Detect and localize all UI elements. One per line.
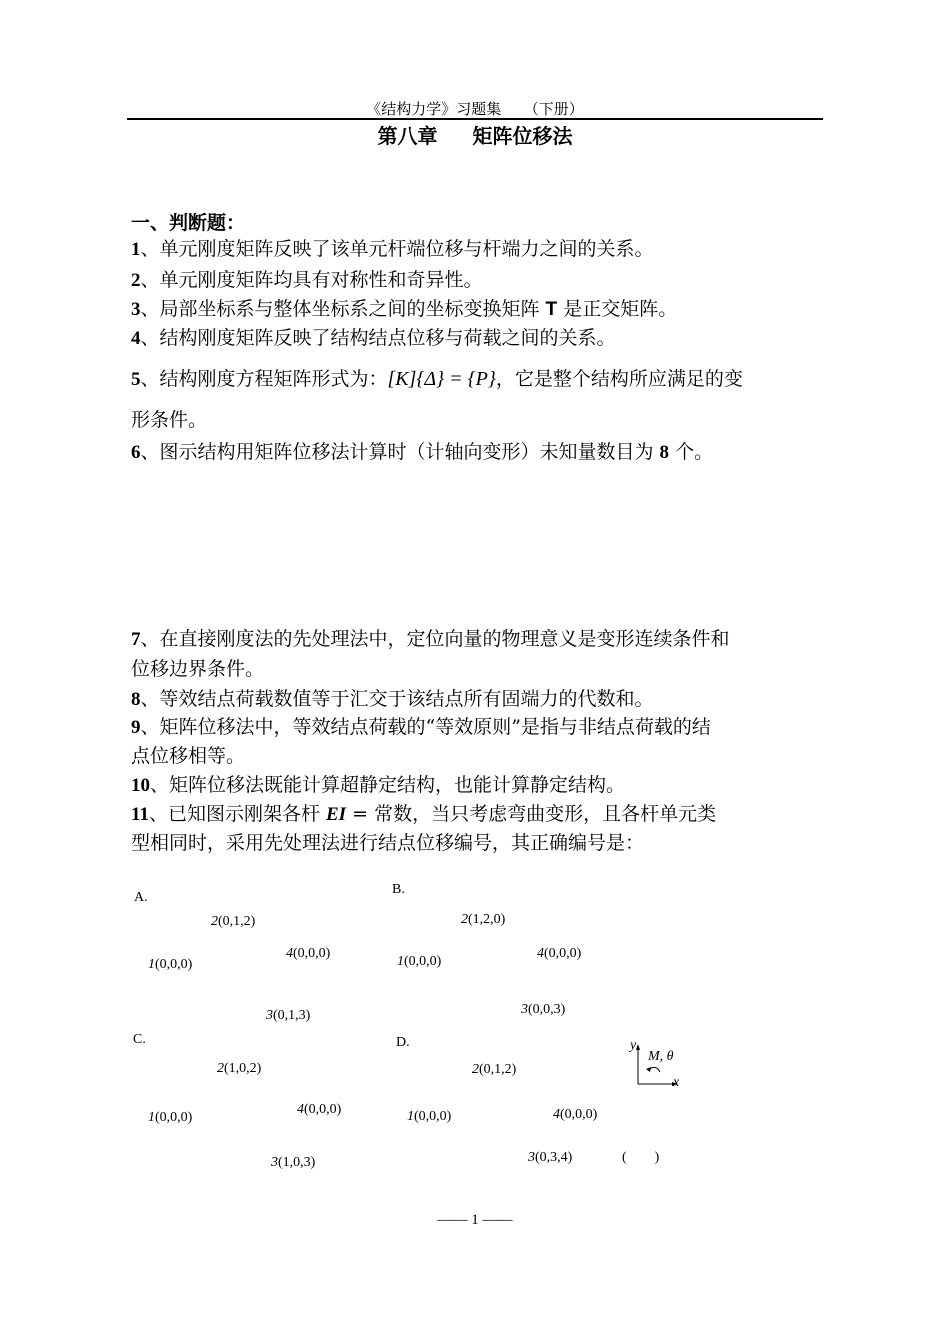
option-d-node-4: 4(0,0,0) [553,1107,598,1122]
option-c-node-2: 2(1,0,2) [217,1061,262,1076]
option-d-node-3: 3(0,3,4) [528,1150,573,1165]
option-d-node-1: 1(0,0,0) [407,1109,452,1124]
y-axis-label: y [630,1038,637,1053]
answer-blank: ( ) [622,1150,660,1165]
option-a-node-4: 4(0,0,0) [286,946,331,961]
question-7: 7、在直接刚度法的先处理法中，定位向量的物理意义是变形连续条件和 [131,628,730,650]
option-b-node-1: 1(0,0,0) [397,954,442,969]
question-1: 1、单元刚度矩阵反映了该单元杆端位移与杆端力之间的关系。 [131,238,654,260]
question-9: 9、矩阵位移法中，等效结点荷载的“等效原则”是指与非结点荷载的结 [131,716,711,738]
option-a-node-3: 3(0,1,3) [266,1008,311,1023]
page-number: —— 1 —— [437,1212,513,1228]
moment-label: M, θ [648,1049,674,1064]
option-d-node-2: 2(0,1,2) [472,1062,517,1077]
question-7-line-2: 位移边界条件。 [131,658,265,680]
question-5: 5、结构刚度方程矩阵形式为：[K]{Δ} = {P}，它是整个结构所应满足的变 [131,368,743,390]
question-3: 3、局部坐标系与整体坐标系之间的坐标变换矩阵 T 是正交矩阵。 [131,298,678,320]
question-9-line-2: 点位移相等。 [131,745,246,767]
option-a-label: A. [134,890,148,905]
chapter-title: 第八章 矩阵位移法 [377,124,573,148]
option-c-node-1: 1(0,0,0) [148,1110,193,1125]
question-2: 2、单元刚度矩阵均具有对称性和奇异性。 [131,269,483,291]
question-5-line-2: 形条件。 [131,409,208,431]
section-title: 一、判断题： [131,212,246,234]
stiffness-equation: [K]{Δ} = {P} [387,368,496,390]
option-c-label: C. [133,1032,146,1047]
option-b-node-3: 3(0,0,3) [521,1002,566,1017]
question-11-line-2: 型相同时，采用先处理法进行结点位移编号，其正确编号是： [131,832,645,854]
page-header: 《结构力学》习题集 （下册） [366,100,584,118]
option-b-label: B. [392,882,405,897]
question-6: 6、图示结构用矩阵位移法计算时（计轴向变形）未知量数目为 8 个。 [131,441,714,463]
question-4: 4、结构刚度矩阵反映了结构结点位移与荷载之间的关系。 [131,327,616,349]
question-10: 10、矩阵位移法既能计算超静定结构，也能计算静定结构。 [131,774,626,796]
option-d-label: D. [396,1035,410,1050]
option-b-node-2: 2(1,2,0) [461,912,506,927]
question-11: 11、已知图示刚架各杆 EI = 常数，当只考虑弯曲变形，且各杆单元类 [131,803,717,825]
option-a-node-2: 2(0,1,2) [211,914,256,929]
option-a-node-1: 1(0,0,0) [148,957,193,972]
option-c-node-4: 4(0,0,0) [297,1102,342,1117]
x-axis-label: x [673,1075,680,1090]
option-c-node-3: 3(1,0,3) [271,1155,316,1170]
option-b-node-4: 4(0,0,0) [537,946,582,961]
question-8: 8、等效结点荷载数值等于汇交于该结点所有固端力的代数和。 [131,688,654,710]
